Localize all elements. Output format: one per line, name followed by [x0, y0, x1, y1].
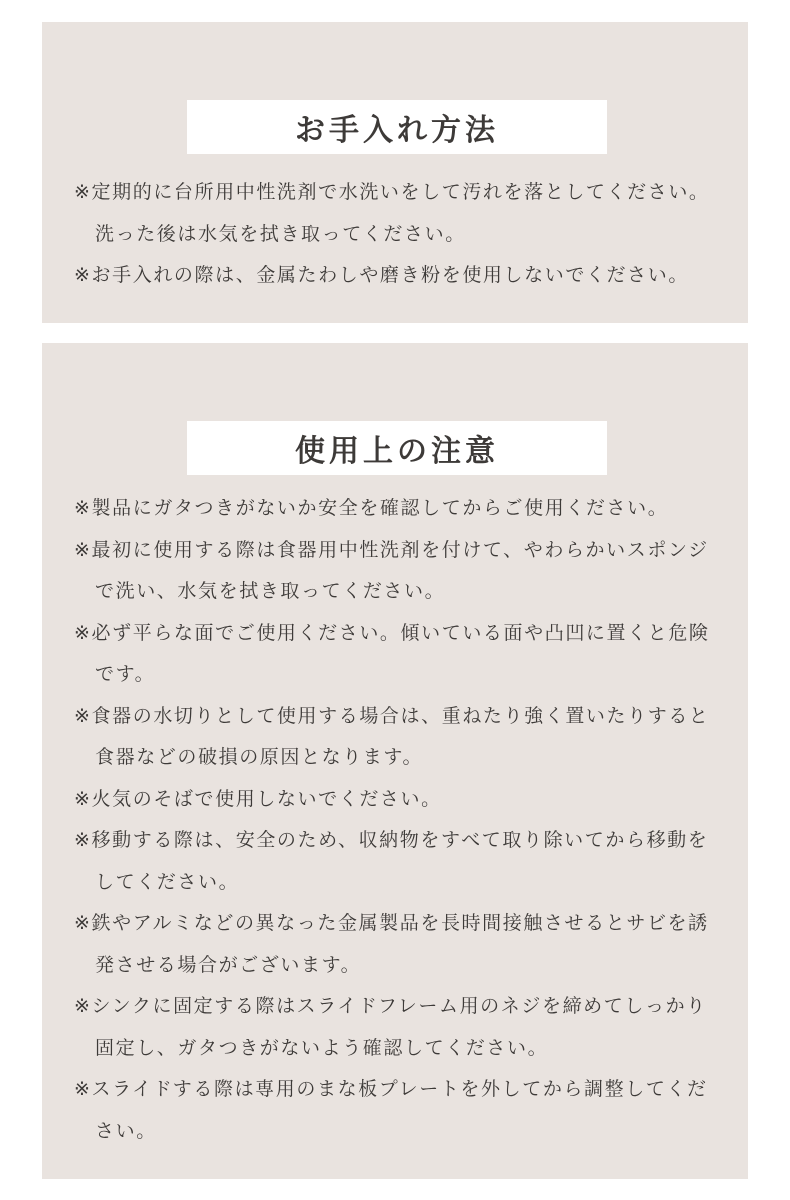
caution-note: ※鉄やアルミなどの異なった金属製品を長時間接触させるとサビを誘発させる場合がございます。 [74, 912, 709, 976]
care-note: ※お手入れの際は、金属たわしや磨き粉を使用しないでください。 [74, 264, 689, 286]
care-panel [42, 22, 748, 323]
care-note: ※定期的に台所用中性洗剤で水洗いをして汚れを落としてください。洗った後は水気を拭き取ってください。 [74, 181, 710, 245]
care-notes-list [74, 172, 726, 297]
caution-note: ※スライドする際は専用のまな板プレートを外してから調整してください。 [74, 1078, 708, 1142]
caution-note: ※シンクに固定する際はスライドフレーム用のネジを締めてしっかり固定し、ガタつきがないよう確認してください。 [74, 995, 707, 1059]
caution-note: ※移動する際は、安全のため、収納物をすべて取り除いてから移動をしてください。 [74, 829, 709, 893]
caution-title: 使用上の注意 [187, 421, 607, 475]
caution-note: ※食器の水切りとして使用する場合は、重ねたり強く置いたりすると食器などの破損の原因となります。 [74, 704, 710, 768]
caution-note: ※製品にガタつきがないか安全を確認してからご使用ください。 [74, 497, 669, 519]
caution-notes-list [74, 488, 726, 1152]
caution-note: ※必ず平らな面でご使用ください。傾いている面や凸凹に置くと危険です。 [74, 621, 710, 685]
caution-note: ※最初に使用する際は食器用中性洗剤を付けて、やわらかいスポンジで洗い、水気を拭き取ってください。 [74, 538, 709, 602]
caution-panel [42, 343, 748, 1179]
caution-note: ※火気のそばで使用しないでください。 [74, 787, 442, 810]
care-title: お手入れ方法 [187, 100, 607, 154]
